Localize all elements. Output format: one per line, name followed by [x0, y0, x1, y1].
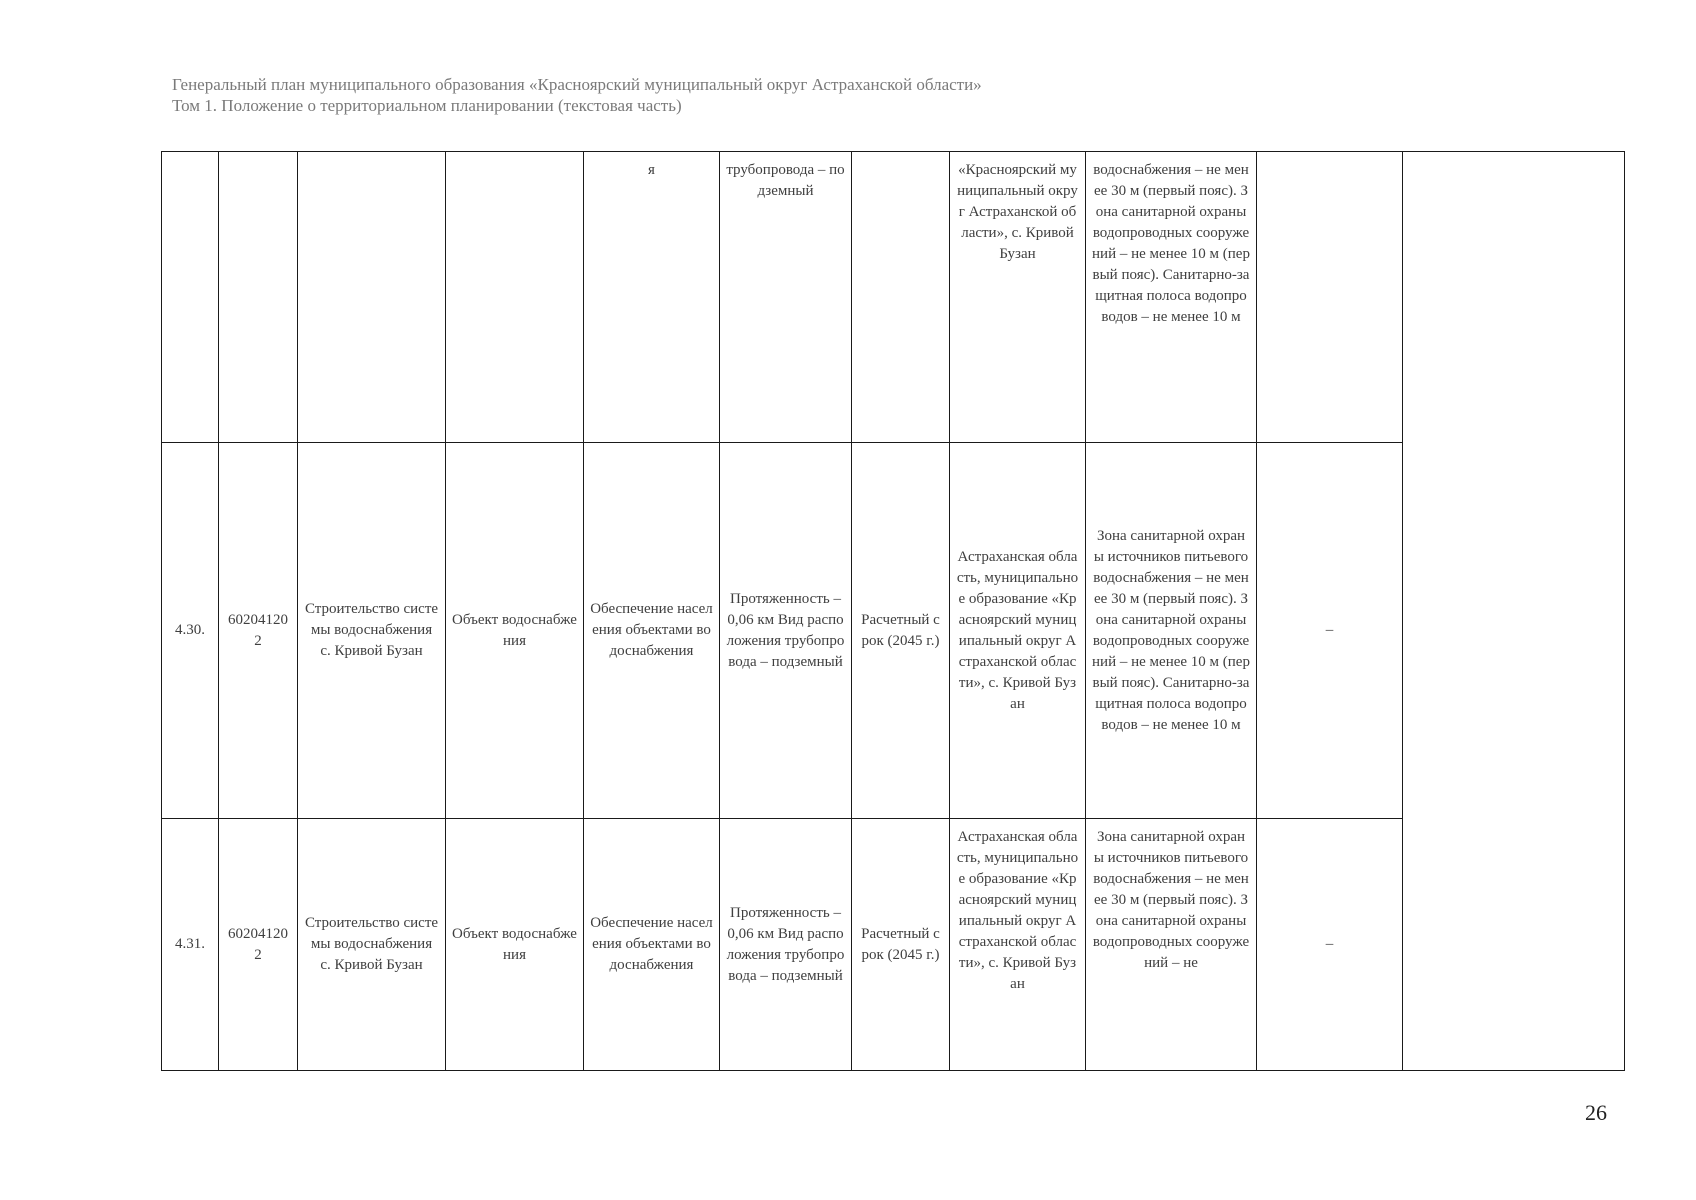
- cell-location: Астраханская область, муниципальное образование «Красноярский муниципальный округ Астраханской области», с. Кривой Бузан: [950, 819, 1086, 1071]
- header-line-1: Генеральный план муниципального образования «Красноярский муниципальный округ Астраханской области»: [172, 75, 982, 94]
- cell-name: Строительство системы водоснабжения с. Кривой Бузан: [298, 443, 446, 819]
- cell-type: Объект водоснабжения: [446, 443, 584, 819]
- cell-characteristics: трубопровода – подземный: [720, 152, 852, 443]
- cell-zones: водоснабжения – не менее 30 м (первый пояс). Зона санитарной охраны водопроводных сооружений – не менее 10 м (первый пояс). Санитарно-защитная полоса водопроводов – не менее 10 м: [1086, 152, 1257, 443]
- cell-type: Объект водоснабжения: [446, 819, 584, 1071]
- header-line-2: Том 1. Положение о территориальном планировании (текстовая часть): [172, 96, 682, 115]
- cell-name: [298, 152, 446, 443]
- cell-zones: Зона санитарной охраны источников питьевого водоснабжения – не менее 30 м (первый пояс). Зона санитарной охраны водопроводных сооружений – не менее 10 м (первый пояс). Санитарно-защитная полоса водопроводов – не менее 10 м: [1086, 443, 1257, 819]
- cell-location: Астраханская область, муниципальное образование «Красноярский муниципальный округ Астраханской области», с. Кривой Бузан: [950, 443, 1086, 819]
- cell-num: 4.31.: [162, 819, 219, 1071]
- cell-term: [852, 152, 950, 443]
- cell-purpose: Обеспечение населения объектами водоснабжения: [584, 443, 720, 819]
- page-header: [172, 74, 982, 116]
- cell-num: 4.30.: [162, 443, 219, 819]
- cell-purpose: я: [584, 152, 720, 443]
- cell-num: [162, 152, 219, 443]
- cell-zones: Зона санитарной охраны источников питьевого водоснабжения – не менее 30 м (первый пояс). Зона санитарной охраны водопроводных сооружений – не: [1086, 819, 1257, 1071]
- objects-table: [161, 151, 1625, 1071]
- cell-purpose: Обеспечение населения объектами водоснабжения: [584, 819, 720, 1071]
- cell-term: Расчетный срок (2045 г.): [852, 819, 950, 1071]
- cell-name: Строительство системы водоснабжения с. Кривой Бузан: [298, 819, 446, 1071]
- cell-extra: [1257, 152, 1403, 443]
- cell-blank: [1403, 152, 1625, 1071]
- cell-extra: –: [1257, 443, 1403, 819]
- cell-term: Расчетный срок (2045 г.): [852, 443, 950, 819]
- cell-extra: –: [1257, 819, 1403, 1071]
- cell-characteristics: Протяженность – 0,06 км Вид расположения трубопровода – подземный: [720, 443, 852, 819]
- cell-type: [446, 152, 584, 443]
- cell-code: 602041202: [219, 819, 298, 1071]
- cell-code: 602041202: [219, 443, 298, 819]
- cell-code: [219, 152, 298, 443]
- cell-location: «Красноярский муниципальный округ Астраханской области», с. Кривой Бузан: [950, 152, 1086, 443]
- page-number: 26: [1585, 1100, 1607, 1125]
- cell-characteristics: Протяженность – 0,06 км Вид расположения трубопровода – подземный: [720, 819, 852, 1071]
- table-row: [162, 152, 1625, 443]
